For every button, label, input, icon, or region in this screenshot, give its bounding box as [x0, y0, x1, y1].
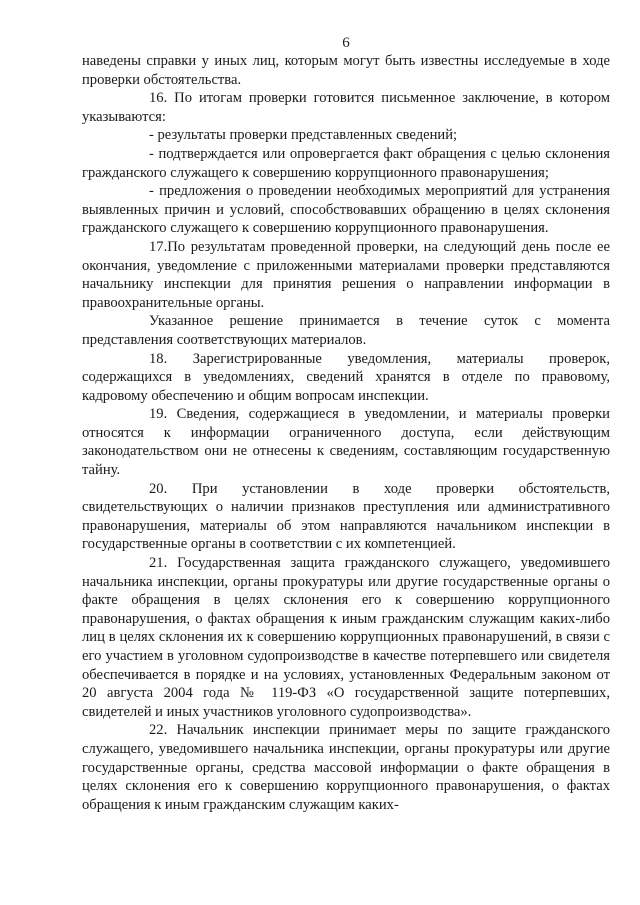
paragraph: 22. Начальник инспекции принимает меры по защите гражданского служащего, уведомившего начальника инспекции, органы прокуратуры или другие государственные органы, средства массовой информации о факте обращения в целях склонения его к совершению коррупционного правонарушения, о фактах обращения к иным гражданским служащим каких- [82, 722, 610, 813]
paragraph: 20. При установлении в ходе проверки обстоятельств, свидетельствующих о наличии признаков преступления или административного правонарушения, материалы об этом направляются начальником инспекции в государственные органы в соответствии с их компетенцией. [82, 480, 610, 553]
paragraph: 17.По результатам проведенной проверки, на следующий день после ее окончания, уведомление с приложенными материалами проверки представляются начальнику инспекции для принятия решения о направлении информации в правоохранительные органы. [82, 238, 610, 311]
paragraph: - результаты проверки представленных сведений; [149, 127, 458, 144]
paragraph: - подтверждается или опровергается факт обращения с целью склонения гражданского служащего к совершению коррупционного правонарушения; [82, 145, 610, 181]
document-page [82, 34, 610, 814]
document-body [82, 52, 610, 814]
paragraph: - предложения о проведении необходимых мероприятий для устранения выявленных причин и условий, способствовавших обращению в целях склонения гражданского служащего к совершению коррупционного правонарушения. [82, 183, 610, 237]
page-number: 6 [342, 35, 350, 51]
paragraph: Указанное решение принимается в течение суток с момента представления соответствующих материалов. [82, 313, 610, 348]
paragraph: 21. Государственная защита гражданского служащего, уведомившего начальника инспекции, органы прокуратуры или другие государственные органы о факте обращения в целях склонения его к совершению коррупционного правонарушения, о фактах обращения к иным гражданским служащим каких-либо лиц в целях склонения их к совершению коррупционных правонарушений, в связи с его участием в уголовном судопроизводстве в качестве потерпевшего или свидетеля обеспечивается в порядке и на условиях, установленных Федеральным законом от 20 августа 2004 года № 119-ФЗ «О государственной защите потерпевших, свидетелей и иных участников уголовного судопроизводства». [82, 555, 610, 720]
paragraph: 18. Зарегистрированные уведомления, материалы проверок, содержащихся в уведомлениях, сведений хранятся в отделе по правовому, кадровому обеспечению и общим вопросам инспекции. [82, 350, 610, 404]
paragraph: 19. Сведения, содержащиеся в уведомлении, и материалы проверки относятся к информации ограниченного доступа, если действующим законодательством они не отнесены к сведениям, составляющим государственную тайну. [82, 406, 610, 479]
paragraph: 16. По итогам проверки готовится письменное заключение, в котором указываются: [82, 90, 610, 125]
paragraph: наведены справки у иных лиц, которым могут быть известны исследуемые в ходе проверки обстоятельства. [82, 53, 610, 88]
